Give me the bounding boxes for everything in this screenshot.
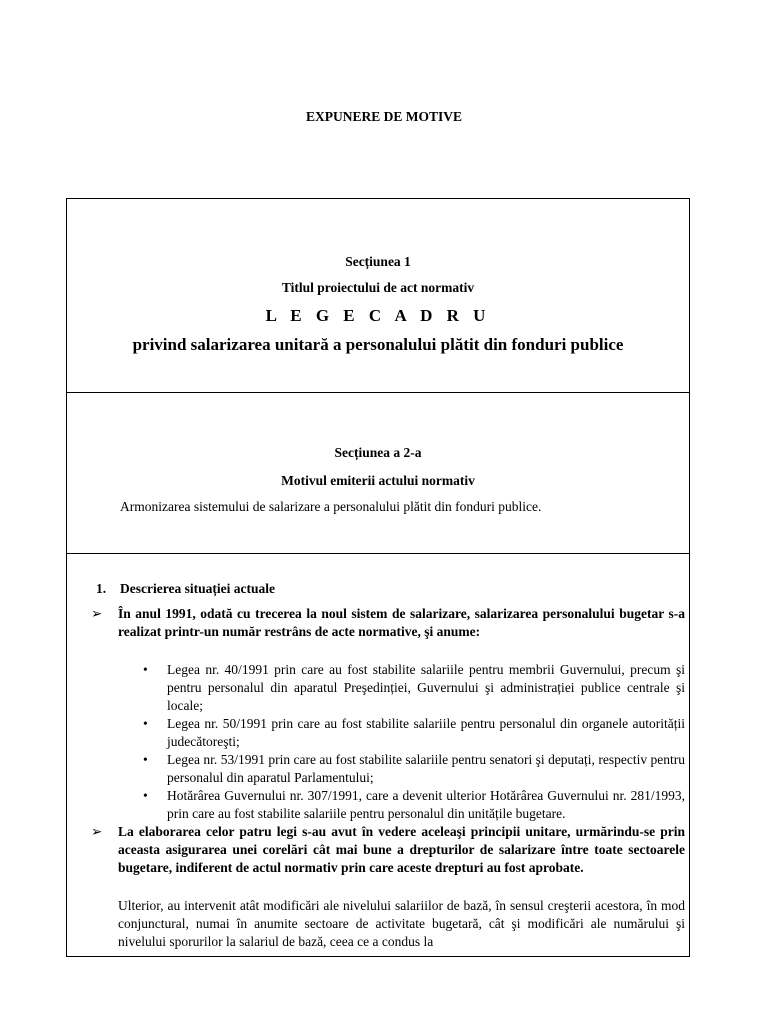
arrow-bullet-icon: ➢ — [91, 606, 103, 621]
section-2-text: Armonizarea sistemului de salarizare a personalului plătit din fonduri publice. — [120, 499, 542, 514]
arrow-paragraph-1-text: În anul 1991, odată cu trecerea la noul sistem de salarizare, salarizarea personalului bugetar s-a realizat printr-un număr restrâns de acte normative, şi anume: — [118, 606, 685, 639]
bullet-dot-icon: • — [143, 788, 148, 803]
section-3-content — [67, 580, 689, 951]
heading-text: Descrierea situației actuale — [120, 581, 275, 596]
arrow-paragraph-1 — [91, 605, 685, 641]
document-title: EXPUNERE DE MOTIVE — [305, 109, 462, 124]
list-item — [143, 787, 685, 823]
normative-acts-list — [67, 661, 689, 823]
list-item-text: Legea nr. 53/1991 prin care au fost stabilite salariile pentru senatori şi deputați, respectiv pentru personalul din aparatul Parlamentului; — [167, 752, 685, 785]
bullet-dot-icon: • — [143, 662, 148, 677]
section-1-cell — [67, 199, 689, 393]
list-item — [143, 751, 685, 787]
law-type-heading: L E G E C A D R U — [265, 306, 491, 325]
list-item-text: Legea nr. 40/1991 prin care au fost stabilite salariile pentru membrii Guvernului, precum şi pentru personalul din aparatul Preşedinției, Guvernului şi administrației publice centrale şi locale; — [167, 662, 685, 713]
heading-number: 1. — [96, 581, 107, 596]
list-item-text: Legea nr. 50/1991 prin care au fost stabilite salariile pentru personalul din organele autorității judecătoreşti; — [167, 716, 685, 749]
bullet-dot-icon: • — [143, 716, 148, 731]
section-3-cell — [67, 554, 689, 956]
sections-table — [66, 198, 690, 957]
section-2-cell — [67, 393, 689, 554]
list-item-text: Hotărârea Guvernului nr. 307/1991, care a devenit ulterior Hotărârea Guvernului nr. 281/1993, prin care au fost stabilite salariile pentru personalul din unitățile bugetare. — [167, 788, 685, 821]
section-1-number: Secțiunea 1 — [345, 254, 411, 269]
arrow-paragraph-2 — [91, 823, 685, 877]
section-2-subtitle: Motivul emiterii actului normativ — [281, 473, 475, 488]
arrow-paragraph-2-text: La elaborarea celor patru legi s-au avut în vedere aceleaşi principii unitare, urmărindu-se prin aceasta asigurarea unei corelări cât mai bune a drepturilor de salarizare între toate sectoarele bugetare, indiferent de actul normativ prin care aceste drepturi au fost aprobate. — [118, 824, 685, 875]
plain-paragraph: Ulterior, au intervenit atât modificări ale nivelului salariilor de bază, în sensul creşterii acestora, în mod conjunctural, numai în anumite sectoare de activitate bugetară, cât şi modificări ale numărului şi nivelului sporurilor la salariul de bază, ceea ce a condus la — [118, 898, 685, 949]
section-1-subtitle: Titlul proiectului de act normativ — [281, 280, 475, 295]
list-item — [143, 715, 685, 751]
current-situation-heading — [96, 580, 689, 598]
list-item — [143, 661, 685, 715]
section-2-number: Secțiunea a 2-a — [334, 445, 422, 460]
arrow-bullet-icon: ➢ — [91, 824, 103, 839]
bullet-dot-icon: • — [143, 752, 148, 767]
law-full-title: privind salarizarea unitară a personalului plătit din fonduri publice — [132, 335, 624, 354]
